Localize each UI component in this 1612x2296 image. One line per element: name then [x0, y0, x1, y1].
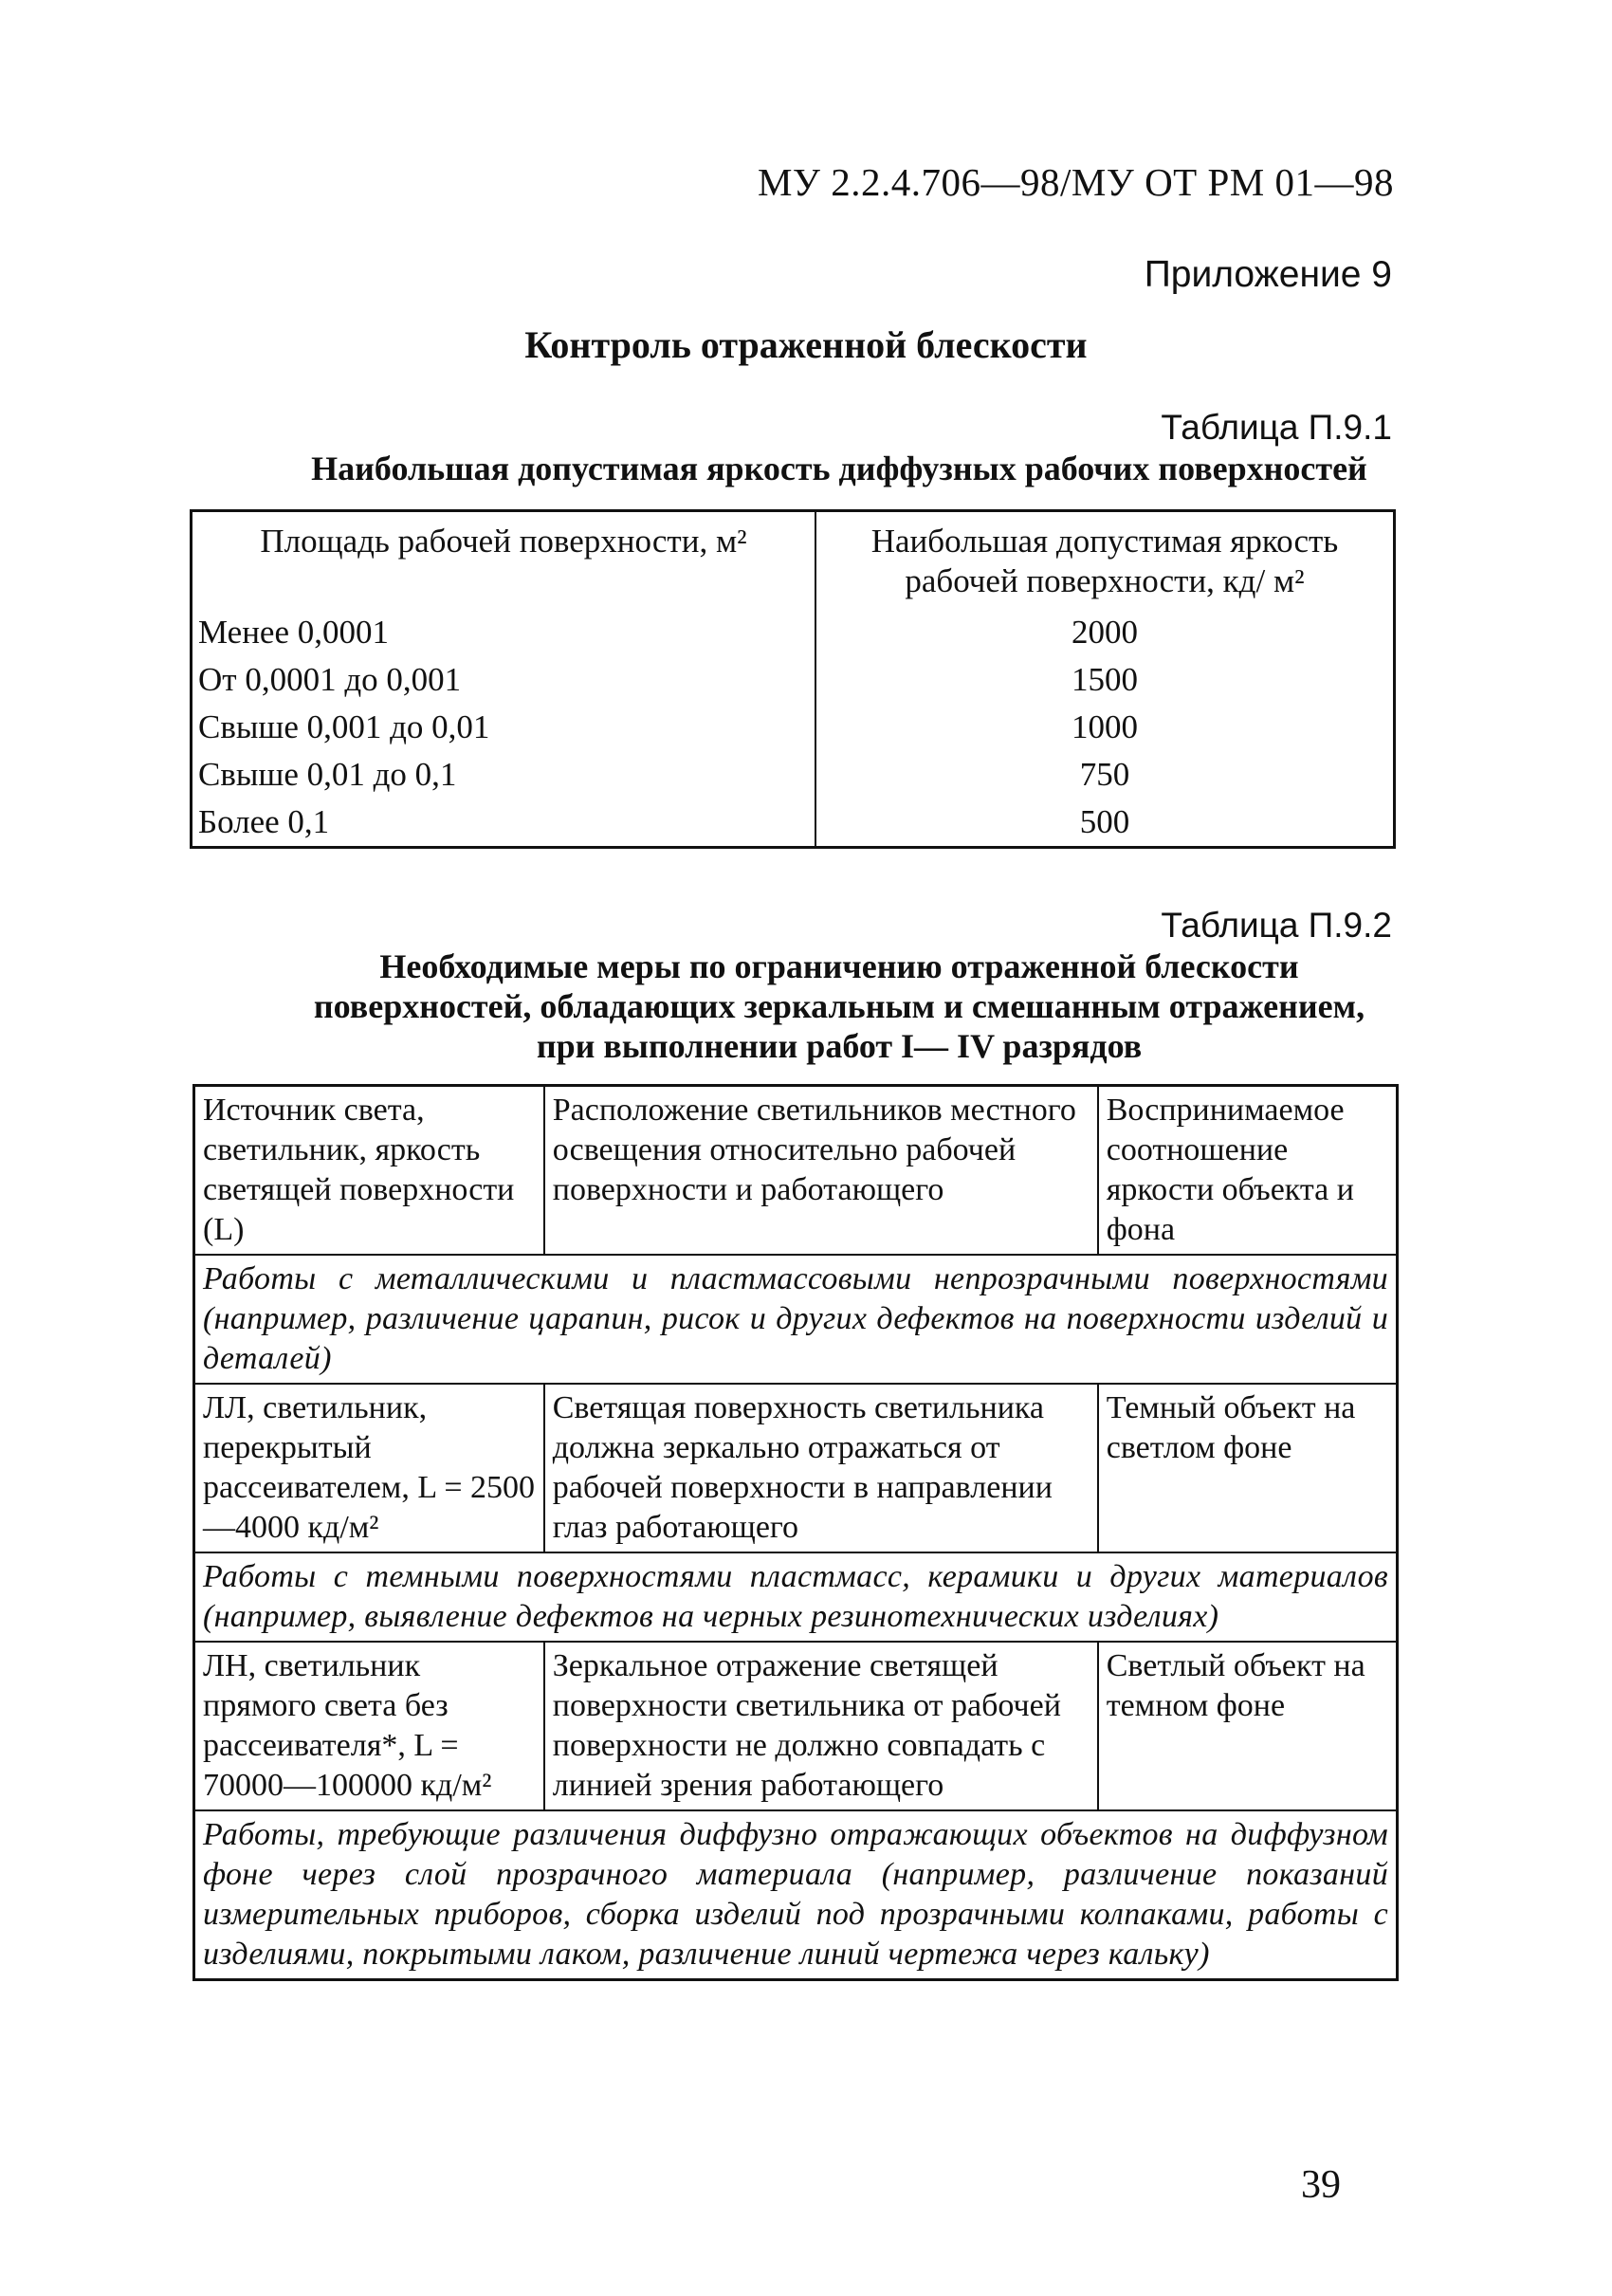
table2-title [0, 946, 1612, 1066]
table-row [192, 751, 1395, 799]
table2-header-placement: Расположение светильников местного освещения относительно рабочей поверхности и работающего [544, 1086, 1098, 1256]
table2-title-line: поверхностей, обладающих зеркальным и смешанным отражением, [313, 987, 1365, 1025]
table1-cell-area: От 0,0001 до 0,001 [192, 656, 816, 704]
section-title: Контроль отраженной блескости [524, 323, 1088, 366]
table2-cell-source: ЛН, светильник прямого света без рассеивателя*, L = 70000—100000 кд/м² [194, 1642, 544, 1810]
table1-cell-area: Свыше 0,001 до 0,01 [192, 704, 816, 751]
table-row [194, 1384, 1398, 1552]
table2-header-contrast: Воспринимаемое соотношение яркости объекта и фона [1098, 1086, 1398, 1256]
table1-cell-brightness: 750 [1079, 756, 1130, 793]
table1 [190, 509, 1396, 849]
table-row [192, 609, 1395, 656]
table2-section-metal: Работы с металлическими и пластмассовыми непрозрачными поверхностями (например, различение царапин, рисок и других дефектов на поверхности изделий и деталей) [194, 1255, 1398, 1384]
table1-cell-brightness: 1500 [1072, 661, 1138, 698]
table2-section-row [194, 1552, 1398, 1642]
table1-header-area: Площадь рабочей поверхности, м² [192, 511, 816, 610]
page-number: 39 [1301, 2163, 1341, 2207]
table1-cell-brightness: 1000 [1072, 708, 1138, 745]
table2-title-line: Необходимые меры по ограничению отраженной блескости [379, 947, 1299, 985]
document-code: МУ 2.2.4.706—98/МУ ОТ РМ 01—98 [757, 160, 1394, 204]
table1-header-brightness: Наибольшая допустимая яркость рабочей поверхности, кд/ м² [870, 523, 1339, 599]
table1-cell-area: Свыше 0,01 до 0,1 [192, 751, 816, 799]
table2-section-dark: Работы с темными поверхностями пластмасс, керамики и других материалов (например, выявление дефектов на черных резинотехнических изделиях) [194, 1552, 1398, 1642]
table1-cell-brightness: 500 [1079, 803, 1130, 840]
table2-cell-placement: Светящая поверхность светильника должна зеркально отражаться от рабочей поверхности в направлении глаз работающего [544, 1384, 1098, 1552]
table2-header-source: Источник света, светильник, яркость светящей поверхности (L) [194, 1086, 544, 1256]
table2-cell-contrast: Темный объект на светлом фоне [1098, 1384, 1398, 1552]
table-row [192, 704, 1395, 751]
table1-cell-area: Менее 0,0001 [192, 609, 816, 656]
table2-section-diffuse: Работы, требующие различения диффузно отражающих объектов на диффузном фоне через слой прозрачного материала (например, различение показаний измерительных приборов, сборка изделий под прозрачными колпаками, работы с изделиями, покрытыми лаком, различение линий чертежа через кальку) [194, 1810, 1398, 1980]
appendix-label: Приложение 9 [1144, 254, 1392, 295]
table2-header-row [194, 1086, 1398, 1256]
table-row [192, 656, 1395, 704]
table2-title-line: при выполнении работ I— IV разрядов [536, 1027, 1143, 1065]
table2-number: Таблица П.9.2 [1161, 906, 1392, 945]
table2-cell-contrast: Светлый объект на темном фоне [1098, 1642, 1398, 1810]
table-row [192, 799, 1395, 848]
table2-section-row [194, 1810, 1398, 1980]
table2-cell-placement: Зеркальное отражение светящей поверхности светильника от рабочей поверхности не должно совпадать с линией зрения работающего [544, 1642, 1098, 1810]
table1-header-row [192, 511, 1395, 610]
table1-cell-brightness: 2000 [1072, 614, 1138, 651]
table2-cell-source: ЛЛ, светильник, перекрытый рассеивателем, L = 2500—4000 кд/м² [194, 1384, 544, 1552]
table1-cell-area: Более 0,1 [192, 799, 816, 848]
table2 [192, 1084, 1399, 1981]
table1-number: Таблица П.9.1 [1161, 408, 1392, 447]
table2-section-row [194, 1255, 1398, 1384]
table-row [194, 1642, 1398, 1810]
table1-title: Наибольшая допустимая яркость диффузных рабочих поверхностей [311, 450, 1367, 487]
